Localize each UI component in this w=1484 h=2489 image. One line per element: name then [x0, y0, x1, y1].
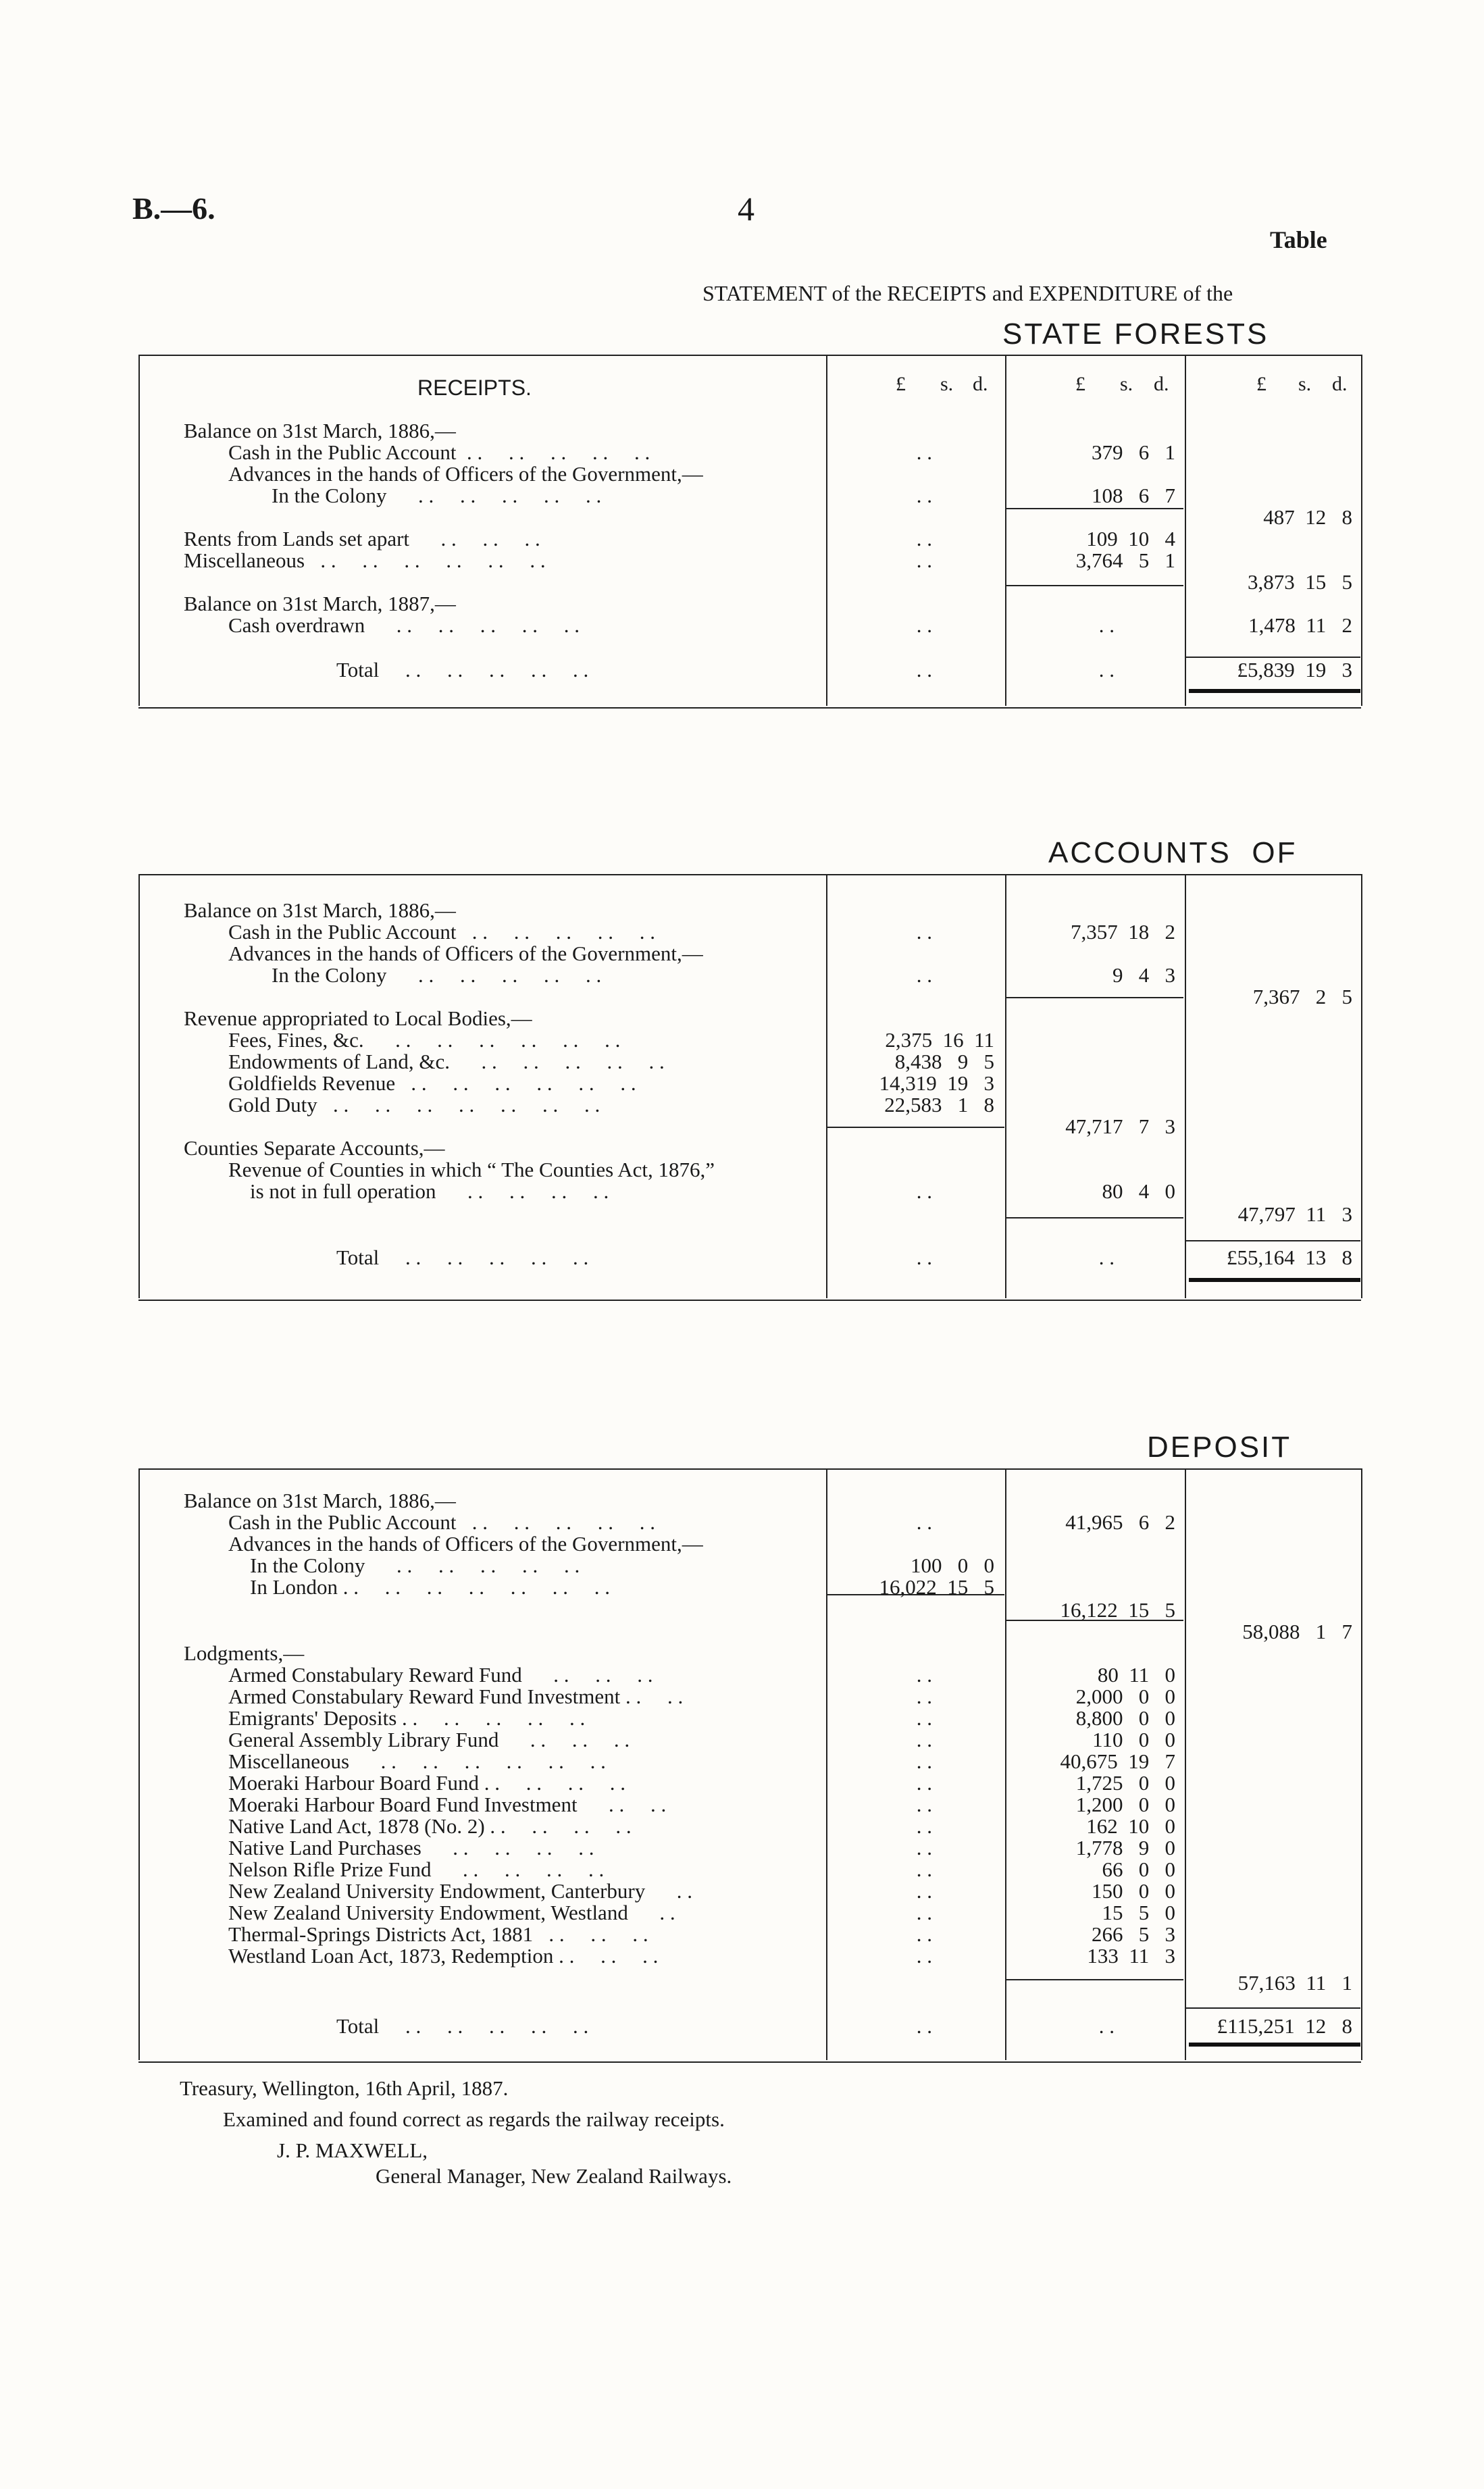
- amount-cell: 108 6 7: [1092, 484, 1175, 507]
- amount-cell: . .: [1098, 1246, 1115, 1269]
- column-rule: [1361, 1468, 1362, 2060]
- amount-cell: 66 0 0: [1102, 1857, 1175, 1881]
- amount-cell: 3,873 15 5: [1248, 570, 1352, 594]
- list-item: Moeraki Harbour Board Fund Investment . . . .: [228, 1793, 667, 1816]
- row-description: Balance on 31st March, 1886,—: [184, 1489, 456, 1512]
- row-description: Revenue appropriated to Local Bodies,—: [184, 1006, 532, 1030]
- row-description: Balance on 31st March, 1886,—: [184, 898, 456, 922]
- amount-cell: 110 0 0: [1092, 1728, 1175, 1751]
- amount-cell: 41,965 6 2: [1065, 1510, 1175, 1534]
- amount-cell: 379 6 1: [1092, 440, 1175, 464]
- list-item: Emigrants' Deposits . . . . . . . . . .: [228, 1706, 586, 1730]
- column-rule: [138, 874, 140, 1298]
- column-rule: [138, 1468, 140, 2060]
- total-amount: £55,164 13 8: [1227, 1246, 1352, 1269]
- amount-cell: . .: [916, 440, 932, 464]
- total-rule: [1186, 1240, 1360, 1241]
- total-amount: £115,251 12 8: [1217, 2014, 1352, 2038]
- amount-cell: . .: [916, 1814, 932, 1838]
- row-description: Advances in the hands of Officers of the Government,—: [228, 462, 703, 486]
- amount-cell: . .: [916, 658, 932, 682]
- footer-examined-note: Examined and found correct as regards the railway receipts.: [223, 2107, 725, 2131]
- amount-cell: . .: [916, 920, 932, 944]
- page-number: 4: [738, 190, 754, 228]
- amount-cell: 109 10 4: [1086, 527, 1175, 550]
- row-description: Goldfields Revenue . . . . . . . . . . . .: [228, 1071, 636, 1095]
- amount-cell: 3,764 5 1: [1075, 548, 1175, 572]
- amount-cell: . .: [916, 1706, 932, 1730]
- column-rule: [1185, 355, 1186, 706]
- col2-d-header: d.: [1154, 373, 1169, 395]
- amount-cell: . .: [916, 1901, 932, 1924]
- col1-d-header: d.: [973, 373, 988, 395]
- amount-cell: . .: [916, 484, 932, 507]
- list-item: Native Land Act, 1878 (No. 2) . . . . . . . .: [228, 1814, 632, 1838]
- amount-cell: . .: [916, 613, 932, 637]
- amount-cell: 8,438 9 5: [894, 1050, 994, 1073]
- amount-cell: . .: [916, 527, 932, 550]
- list-item: Moeraki Harbour Board Fund . . . . . . . .: [228, 1771, 626, 1795]
- amount-cell: . .: [916, 1179, 932, 1203]
- amount-cell: . .: [916, 1944, 932, 1968]
- amount-cell: 1,725 0 0: [1075, 1771, 1175, 1795]
- amount-cell: . .: [1098, 2014, 1115, 2038]
- footer-signatory-name: J. P. MAXWELL,: [277, 2138, 428, 2162]
- amount-cell: . .: [916, 1510, 932, 1534]
- row-description: is not in full operation . . . . . . . .: [250, 1179, 609, 1203]
- row-description: Endowments of Land, &c. . . . . . . . . . .: [228, 1050, 665, 1073]
- total-rule: [1186, 2007, 1360, 2009]
- row-description: In the Colony . . . . . . . . . .: [250, 1554, 580, 1577]
- row-description: Cash in the Public Account . . . . . . . . . .: [228, 1510, 656, 1534]
- amount-cell: . .: [916, 548, 932, 572]
- table-label: Table: [1270, 226, 1327, 253]
- total-label: Total . . . . . . . . . .: [336, 1246, 589, 1269]
- amount-cell: . .: [916, 1246, 932, 1269]
- subtotal-rule: [1006, 1979, 1183, 1980]
- amount-cell: 100 0 0: [911, 1554, 994, 1577]
- row-description: Lodgments,—: [184, 1641, 305, 1665]
- row-description: Balance on 31st March, 1887,—: [184, 592, 456, 615]
- amount-cell: . .: [916, 1836, 932, 1859]
- amount-cell: 40,675 19 7: [1060, 1749, 1175, 1773]
- total-amount: £5,839 19 3: [1237, 658, 1352, 682]
- list-item: Thermal-Springs Districts Act, 1881 . . . . . .: [228, 1922, 648, 1946]
- total-double-rule: [1189, 1278, 1360, 1282]
- col2-s-header: s.: [1120, 373, 1133, 395]
- column-rule: [1361, 874, 1362, 1298]
- document-reference: B.—6.: [132, 191, 215, 226]
- list-item: Native Land Purchases . . . . . . . .: [228, 1836, 594, 1859]
- row-description: Rents from Lands set apart . . . . . .: [184, 527, 540, 550]
- amount-cell: . .: [916, 963, 932, 987]
- amount-cell: 133 11 3: [1087, 1944, 1175, 1968]
- amount-cell: 16,122 15 5: [1060, 1598, 1175, 1622]
- amount-cell: 266 5 3: [1092, 1922, 1175, 1946]
- amount-cell: 2,000 0 0: [1075, 1685, 1175, 1708]
- amount-cell: 1,478 11 2: [1248, 613, 1352, 637]
- section-title-deposit: DEPOSIT: [1147, 1431, 1292, 1464]
- col1-s-header: s.: [940, 373, 954, 395]
- list-item: Nelson Rifle Prize Fund . . . . . . . .: [228, 1857, 605, 1881]
- column-rule: [1185, 874, 1186, 1298]
- amount-cell: 80 4 0: [1102, 1179, 1175, 1203]
- section-title-accounts: ACCOUNTS OF: [1048, 836, 1298, 869]
- row-description: Counties Separate Accounts,—: [184, 1136, 445, 1160]
- row-description: Advances in the hands of Officers of the Government,—: [228, 942, 703, 965]
- column-rule: [1185, 1468, 1186, 2060]
- list-item: Westland Loan Act, 1873, Redemption . . . . . .: [228, 1944, 659, 1968]
- amount-cell: 7,367 2 5: [1252, 985, 1352, 1008]
- amount-cell: . .: [916, 2014, 932, 2038]
- amount-cell: 487 12 8: [1263, 505, 1352, 529]
- amount-cell: 16,022 15 5: [879, 1575, 994, 1599]
- list-item: General Assembly Library Fund . . . . . .: [228, 1728, 630, 1751]
- row-description: Cash in the Public Account . . . . . . . . . .: [228, 920, 656, 944]
- amount-cell: . .: [916, 1879, 932, 1903]
- row-description: In the Colony . . . . . . . . . .: [272, 963, 602, 987]
- col2-pound-header: £: [1075, 373, 1085, 395]
- amount-cell: 47,717 7 3: [1065, 1114, 1175, 1138]
- column-rule: [138, 355, 140, 706]
- amount-cell: 2,375 16 11: [885, 1028, 994, 1052]
- amount-cell: 9 4 3: [1112, 963, 1175, 987]
- row-description: Balance on 31st March, 1886,—: [184, 419, 456, 442]
- list-item: New Zealand University Endowment, Westland . .: [228, 1901, 675, 1924]
- amount-cell: 57,163 11 1: [1237, 1971, 1352, 1995]
- amount-cell: . .: [916, 1771, 932, 1795]
- row-description: Cash overdrawn . . . . . . . . . .: [228, 613, 580, 637]
- amount-cell: 1,200 0 0: [1075, 1793, 1175, 1816]
- row-description: In the Colony . . . . . . . . . .: [272, 484, 602, 507]
- amount-cell: . .: [916, 1793, 932, 1816]
- amount-cell: 7,357 18 2: [1071, 920, 1175, 944]
- row-description: In London . . . . . . . . . . . . . .: [250, 1575, 611, 1599]
- amount-cell: . .: [916, 1685, 932, 1708]
- subtotal-rule: [1006, 508, 1183, 509]
- subtotal-rule: [827, 1127, 1004, 1128]
- amount-cell: 1,778 9 0: [1075, 1836, 1175, 1859]
- section-title-state-forests: STATE FORESTS: [1002, 317, 1269, 351]
- amount-cell: . .: [916, 1728, 932, 1751]
- col3-d-header: d.: [1332, 373, 1348, 395]
- col1-pound-header: £: [896, 373, 906, 395]
- amount-cell: 8,800 0 0: [1075, 1706, 1175, 1730]
- list-item: Armed Constabulary Reward Fund . . . . . .: [228, 1663, 653, 1687]
- subtotal-rule: [1006, 1217, 1183, 1218]
- amount-cell: . .: [916, 1663, 932, 1687]
- total-label: Total . . . . . . . . . .: [336, 658, 589, 682]
- amount-cell: 80 11 0: [1097, 1663, 1175, 1687]
- row-description: Revenue of Counties in which “ The Counties Act, 1876,”: [228, 1158, 715, 1181]
- amount-cell: . .: [916, 1749, 932, 1773]
- column-rule: [826, 874, 827, 1298]
- footer-treasury-date: Treasury, Wellington, 16th April, 1887.: [180, 2076, 509, 2100]
- column-rule: [826, 1468, 827, 2060]
- row-description: Cash in the Public Account . . . . . . . . . .: [228, 440, 650, 464]
- total-double-rule: [1189, 2043, 1360, 2047]
- statement-heading: STATEMENT of the RECEIPTS and EXPENDITURE of the: [702, 281, 1233, 305]
- amount-cell: . .: [916, 1922, 932, 1946]
- column-rule: [1005, 355, 1006, 706]
- amount-cell: . .: [1098, 613, 1115, 637]
- amount-cell: 14,319 19 3: [879, 1071, 994, 1095]
- column-header-receipts: RECEIPTS.: [417, 376, 532, 400]
- col3-pound-header: £: [1256, 373, 1266, 395]
- total-label: Total . . . . . . . . . .: [336, 2014, 589, 2038]
- list-item: New Zealand University Endowment, Canterbury . .: [228, 1879, 692, 1903]
- amount-cell: . .: [1098, 658, 1115, 682]
- amount-cell: 47,797 11 3: [1237, 1202, 1352, 1226]
- subtotal-rule: [1006, 585, 1183, 586]
- row-description: Miscellaneous . . . . . . . . . . . .: [184, 548, 546, 572]
- row-description: Advances in the hands of Officers of the Government,—: [228, 1532, 703, 1556]
- list-item: Armed Constabulary Reward Fund Investment . . . .: [228, 1685, 684, 1708]
- footer-signatory-title: General Manager, New Zealand Railways.: [376, 2164, 732, 2188]
- column-rule: [1361, 355, 1362, 706]
- amount-cell: 15 5 0: [1102, 1901, 1175, 1924]
- amount-cell: 162 10 0: [1086, 1814, 1175, 1838]
- column-rule: [1005, 874, 1006, 1298]
- subtotal-rule: [1006, 997, 1183, 998]
- column-rule: [1005, 1468, 1006, 2060]
- row-description: Gold Duty . . . . . . . . . . . . . .: [228, 1093, 600, 1117]
- total-double-rule: [1189, 689, 1360, 693]
- amount-cell: 150 0 0: [1092, 1879, 1175, 1903]
- amount-cell: . .: [916, 1857, 932, 1881]
- amount-cell: 58,088 1 7: [1242, 1620, 1352, 1643]
- list-item: Miscellaneous . . . . . . . . . . . .: [228, 1749, 606, 1773]
- row-description: Fees, Fines, &c. . . . . . . . . . . . .: [228, 1028, 621, 1052]
- amount-cell: 22,583 1 8: [884, 1093, 994, 1117]
- column-rule: [826, 355, 827, 706]
- col3-s-header: s.: [1298, 373, 1312, 395]
